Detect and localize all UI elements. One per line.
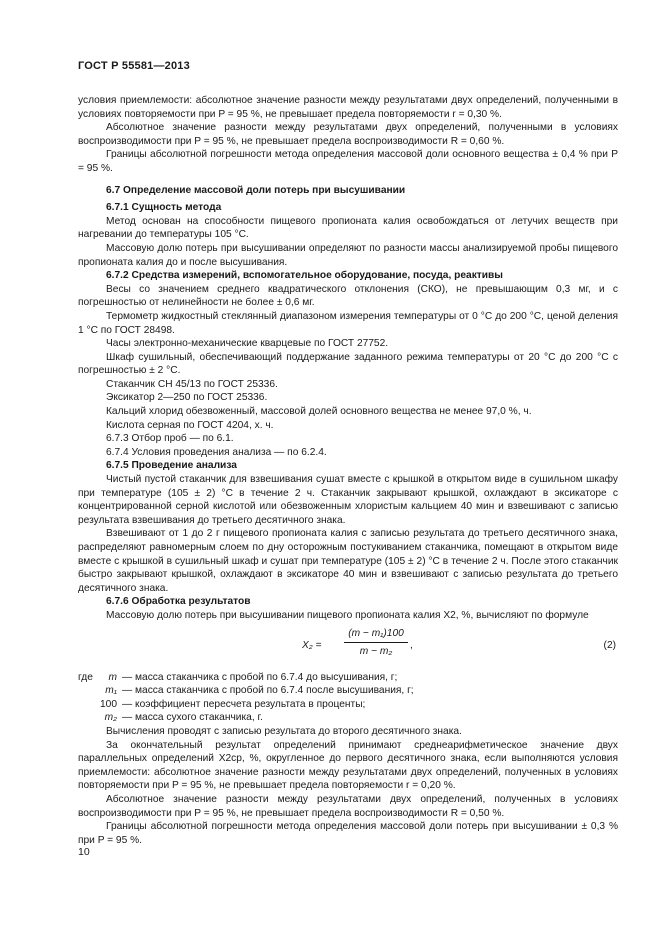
subsection-heading: 6.7.1 Сущность метода	[106, 202, 222, 214]
formula-number: (2)	[603, 639, 616, 651]
legend-text: — масса стаканчика с пробой по 6.7.4 после высушивания, г;	[122, 685, 414, 697]
list-item: Шкаф сушильный, обеспечивающий поддержание заданного режима температуры от 20 °С до 200 °С с погрешностью ± 2 °С.	[78, 351, 618, 377]
legend-text: — коэффициент пересчета результата в проценты;	[122, 698, 366, 710]
paragraph: Массовую долю потерь при высушивании пищевого пропионата калия X2, %, вычисляют по формуле	[106, 609, 589, 621]
subsection-line: 6.7.4 Условия проведения анализа — по 6.2.4.	[106, 446, 327, 458]
legend-symbol: m	[108, 671, 117, 683]
paragraph: Метод основан на способности пищевого пропионата калия освобождаться от летучих веществ при нагревании до температуры 105 °С.	[78, 215, 618, 241]
legend-symbol: 100	[100, 698, 117, 710]
formula-lhs: X₂ =	[302, 639, 322, 651]
formula-numerator: (m − m₁)100	[344, 627, 408, 644]
page-number: 10	[78, 846, 90, 858]
list-item: Стаканчик СН 45/13 по ГОСТ 25336.	[106, 378, 278, 390]
paragraph: Вычисления проводят с записью результата до второго десятичного знака.	[106, 725, 462, 737]
legend-lead: где	[78, 671, 93, 683]
subsection-heading: 6.7.6 Обработка результатов	[106, 596, 251, 608]
paragraph: Взвешивают от 1 до 2 г пищевого пропионата калия с записью результата до третьего десятичного знака, распределяют равномерным слоем по дну осторожным постукиванием стаканчика, помещают в открытом виде вместе с крышкой в сушильный шкаф и сушат при температуре (105 ± 2) °С в течение 2 ч. После этого стаканчик быстро закрывают крышкой, охлаждают в эксикаторе 40 мин и взвешивают с записью результата до третьего десятичного знака.	[78, 528, 618, 594]
subsection-heading: 6.7.5 Проведение анализа	[106, 460, 237, 472]
formula-legend	[78, 671, 414, 725]
formula-fraction	[344, 627, 408, 659]
subsection-heading: 6.7.2 Средства измерений, вспомогательное оборудование, посуда, реактивы	[106, 270, 504, 282]
legend-text: — масса сухого стаканчика, г.	[122, 712, 263, 724]
formula	[78, 625, 618, 671]
paragraph: условия приемлемости: абсолютное значение разности между результатами двух определений, полученными в условиях повторяемости при P = 95 %, не превышает предела повторяемости r = 0,30 %.	[78, 95, 618, 120]
paragraph: Чистый пустой стаканчик для взвешивания сушат вместе с крышкой в открытом виде в сушильном шкафу при температуре (105 ± 2) °С в течение 2 ч. Стаканчик закрывают крышкой, охлаждают в эксикаторе с концентрированной серной кислотой или обезвоженным хлористым кальцием 40 мин и взвешивают с записью результата взвешивания до третьего десятичного знака.	[78, 474, 618, 526]
formula-suffix: ,	[410, 639, 413, 651]
list-item: Весы со значением среднего квадратического отклонения (СКО), не превышающим 0,3 мг, и с погрешностью от нелинейности не более ± 0,6 мг.	[78, 283, 618, 309]
document-header: ГОСТ Р 55581—2013	[78, 60, 190, 72]
legend-row	[78, 671, 414, 685]
list-item: Кальций хлорид обезвоженный, массовой долей основного вещества не менее 97,0 %, ч.	[106, 406, 532, 418]
paragraph: Массовую долю потерь при высушивании определяют по разности массы анализируемой пробы пищевого пропионата калия до и после высушивания.	[78, 242, 618, 268]
paragraph: Абсолютное значение разности между результатами двух определений, полученных в условиях воспроизводимости при P = 95 %, не превышает предела воспроизводимости R = 0,50 %.	[78, 793, 618, 819]
paragraph: За окончательный результат определений принимают среднеарифметическое значение двух параллельных определений X2ср, %, округленное до первого десятичного знака, если выполняются условия приемлемости: абсолютное значение разности между результатами двух определений, полученных в условиях повторяемости при P = 95 %, не превышает предела повторяемости r = 0,20 %.	[78, 739, 618, 792]
list-item: Часы электронно-механические кварцевые по ГОСТ 27752.	[106, 338, 389, 350]
paragraph: Абсолютное значение разности между результатами двух определений, полученными в условиях воспроизводимости при P = 95 %, не превышает предела воспроизводимости R = 0,60 %.	[78, 122, 618, 147]
list-item: Термометр жидкостный стеклянный диапазоном измерения температуры от 0 °С до 200 °С, ценой деления 1 °С по ГОСТ 28498.	[78, 310, 618, 336]
list-item: Кислота серная по ГОСТ 4204, х. ч.	[106, 419, 274, 431]
formula-denominator: m − m₂	[359, 646, 393, 658]
legend-symbol: m₁	[105, 685, 117, 697]
legend-text: — масса стаканчика с пробой по 6.7.4 до высушивания, г;	[122, 671, 398, 683]
paragraph: Границы абсолютной погрешности метода определения массовой доли потерь при высушивании ± 0,3 % при P = 95 %.	[78, 821, 618, 846]
legend-row	[78, 711, 414, 725]
legend-symbol: m₂	[104, 712, 117, 724]
document-body	[78, 94, 618, 847]
paragraph: Границы абсолютной погрешности метода определения массовой доли основного вещества ± 0,4 % при P = 95 %.	[78, 149, 618, 174]
list-item: Эксикатор 2—250 по ГОСТ 25336.	[106, 392, 268, 404]
legend-row	[78, 698, 414, 712]
section-heading: 6.7 Определение массовой доли потерь при высушивании	[106, 184, 406, 196]
legend-row	[78, 684, 414, 698]
subsection-line: 6.7.3 Отбор проб — по 6.1.	[106, 433, 234, 445]
